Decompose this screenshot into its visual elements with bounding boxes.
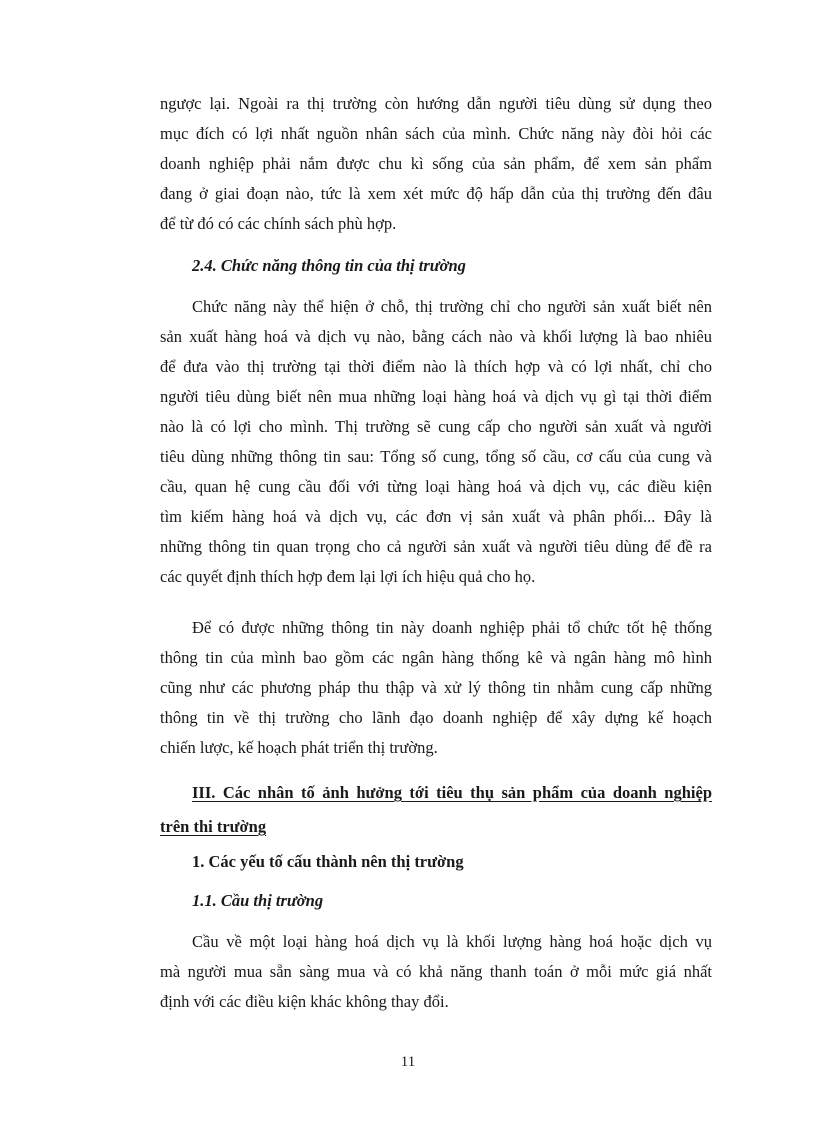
text-line: sản xuất hàng hoá và dịch vụ nào, bằng cách nào và khối lượng là bao nhiêu: [160, 327, 712, 346]
heading-line: III. Các nhân tố ảnh hưởng tới tiêu thụ sản phẩm của doanh nghiệp: [192, 783, 712, 802]
text-line: cũng như các phương pháp thu thập và xử lý thông tin nhằm cung cấp những: [160, 678, 712, 697]
text-line: Để có được những thông tin này doanh nghiệp phải tổ chức tốt hệ thống: [192, 618, 712, 637]
text-line: tìm kiếm hàng hoá và dịch vụ, các đơn vị sản xuất và phân phối... Đây là: [160, 507, 712, 526]
text-line: để từ đó có các chính sách phù hợp.: [160, 214, 397, 233]
paragraph-information-system: [160, 613, 712, 763]
text-line: thông tin về thị trường cho lãnh đạo doanh nghiệp để xây dựng kế hoạch: [160, 708, 712, 727]
text-line: các quyết định thích hợp đem lại lợi ích hiệu quả cho họ.: [160, 567, 536, 586]
text-line: ngược lại. Ngoài ra thị trường còn hướng dẫn người tiêu dùng sử dụng theo: [160, 94, 712, 113]
paragraph-market-guidance: [160, 89, 712, 239]
text-line: doanh nghiệp phải nắm được chu kì sống của sản phẩm, để xem sản phẩm: [160, 154, 712, 173]
text-line: Chức năng này thể hiện ở chỗ, thị trường chỉ cho người sản xuất biết nên: [192, 297, 712, 316]
text-line: đang ở giai đoạn nào, tức là xem xét mức độ hấp dẫn của thị trường đến đâu: [160, 184, 712, 203]
text-line: thông tin của mình bao gồm các ngân hàng thống kê và ngân hàng mô hình: [160, 648, 712, 667]
section-heading-1-1: 1.1. Cầu thị trường: [192, 891, 324, 910]
text-line: những thông tin quan trọng cho cả người sản xuất và người tiêu dùng để đề ra: [160, 537, 712, 556]
text-line: người tiêu dùng biết nên mua những loại hàng hoá và dịch vụ gì tại thời điểm: [160, 387, 712, 406]
text-line: cầu, quan hệ cung cầu đối với từng loại hàng hoá và dịch vụ, các điều kiện: [160, 477, 712, 496]
text-line: mà người mua sẵn sàng mua và có khả năng thanh toán ở mỗi mức giá nhất: [160, 962, 712, 981]
section-heading-2-4: 2.4. Chức năng thông tin của thị trường: [192, 256, 466, 275]
paragraph-information-function: [160, 292, 712, 592]
text-line: Cầu về một loại hàng hoá dịch vụ là khối lượng hàng hoá hoặc dịch vụ: [192, 932, 712, 951]
text-line: tiêu dùng những thông tin sau: Tổng số cung, tổng số cầu, cơ cấu của cung và: [160, 447, 712, 466]
text-line: để đưa vào thị trường tại thời điểm nào là thích hợp và có lợi nhất, chỉ cho: [160, 357, 712, 376]
text-line: định với các điều kiện khác không thay đổi.: [160, 992, 449, 1011]
page-number: 11: [400, 1054, 416, 1070]
heading-line: trên thi trường: [160, 817, 267, 836]
text-line: chiến lược, kế hoạch phát triển thị trường.: [160, 738, 438, 757]
section-heading-1: 1. Các yếu tố cấu thành nên thị trường: [192, 852, 464, 871]
section-heading-III: [160, 778, 712, 842]
paragraph-market-demand: [160, 927, 712, 1017]
text-line: nào là có lợi cho mình. Thị trường sẽ cung cấp cho người sản xuất và người: [160, 417, 712, 436]
text-line: mục đích có lợi nhất nguồn nhân sách của mình. Chức năng này đòi hỏi các: [160, 124, 712, 143]
